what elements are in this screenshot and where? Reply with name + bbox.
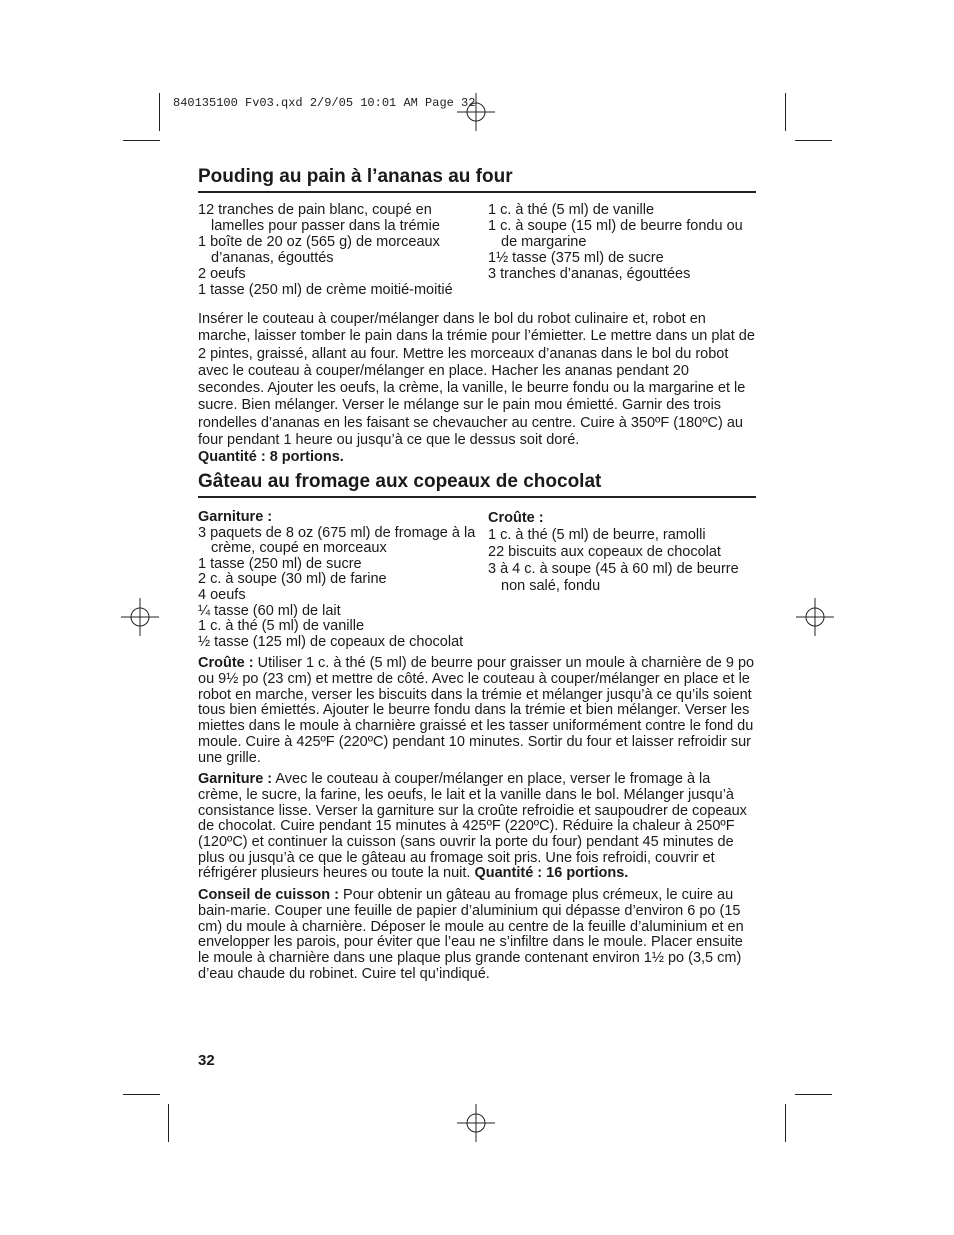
ingredient-heading: Garniture : <box>198 509 273 525</box>
ingredient-item: 2 c. à soupe (30 ml) de farine <box>198 571 387 588</box>
instructions <box>198 311 756 467</box>
ingredient-list-crust <box>488 510 756 650</box>
recipe-chocolate-cheesecake <box>198 471 756 982</box>
baking-tip <box>198 888 756 982</box>
crust-text: Utiliser 1 c. à thé (5 ml) de beurre pour graisser un moule à charnière de 9 po ou 9½ po (23 cm) et mettre de côté. Avec le couteau à couper/mélanger en place et le robot en marche, verser les biscuits dans la trémie et mélanger jusqu’à ce qu’ils soient tous bien émiettés. Ajouter le beurre fondu dans la trémie et bien mélanger. Verser les miettes dans le moule à charnière graissé et les tasser uniformément contre le fond du moule. Cuire à 425ºF (220ºC) pendant 10 minutes. Sortir du four et laisser refroidir sur une grille. <box>198 655 755 766</box>
ingredient-item: 1 tasse (250 ml) de sucre <box>198 555 362 572</box>
file-slug: 840135100 Fv03.qxd 2/9/05 10:01 AM Page 32 <box>173 96 476 110</box>
crop-mark <box>785 1104 786 1142</box>
crust-instructions <box>198 656 756 766</box>
crop-mark <box>159 93 160 131</box>
ingredient-columns <box>198 202 756 298</box>
page-number: 32 <box>198 1052 215 1069</box>
crop-mark <box>785 93 786 131</box>
registration-mark-icon <box>796 598 834 636</box>
crop-mark <box>795 140 832 141</box>
ingredient-columns <box>198 510 756 650</box>
ingredient-item: 1 c. à thé (5 ml) de beurre, ramolli <box>488 527 706 543</box>
crop-mark <box>123 140 160 141</box>
ingredient-item: 1 boîte de 20 oz (565 g) de morceaux d’ananas, égouttés <box>198 234 440 266</box>
ingredient-item: ½ tasse (125 ml) de copeaux de chocolat <box>198 633 464 650</box>
ingredient-item: 1 c. à thé (5 ml) de vanille <box>198 618 365 635</box>
recipe-title: Gâteau au fromage aux copeaux de chocolat <box>198 471 756 498</box>
ingredient-list-left <box>198 202 488 298</box>
recipe-bread-pudding <box>198 166 756 467</box>
ingredient-item: 3 paquets de 8 oz (675 ml) de fromage à la crème, coupé en morceaux <box>198 524 476 557</box>
ingredient-item: 3 tranches d’ananas, égouttées <box>488 266 691 282</box>
yield: Quantité : 8 portions. <box>198 449 344 466</box>
ingredient-item: 12 tranches de pain blanc, coupé en lamelles pour passer dans la trémie <box>198 202 440 234</box>
ingredient-item: 2 oeufs <box>198 266 246 282</box>
ingredient-item: 1 tasse (250 ml) de crème moitié-moitié <box>198 282 453 298</box>
tip-label: Conseil de cuisson : <box>198 887 339 904</box>
ingredient-item: 4 oeufs <box>198 586 246 603</box>
crop-mark <box>168 1104 169 1142</box>
ingredient-item: ¼ tasse (60 ml) de lait <box>198 602 341 619</box>
filling-text: Avec le couteau à couper/mélanger en place, verser le fromage à la crème, le sucre, la farine, les oeufs, le lait et la vanille dans le bol. Mélanger jusqu’à consistance lisse. Verser la garniture sur la croûte refroidie et saupoudrer de copeaux de chocolat. Cuire pendant 15 minutes à 425ºF (220ºC). Réduire la chaleur à 250ºF (120ºC) et continuer la cuisson (sans ouvrir la porte du four) pendant 45 minutes de plus ou jusqu’à ce que le gâteau au fromage soit pris. Une fois refroidi, couvrir et réfrigérer plusieurs heures ou toute la nuit. <box>198 771 747 882</box>
ingredient-item: 1½ tasse (375 ml) de sucre <box>488 250 664 266</box>
ingredient-item: 1 c. à soupe (15 ml) de beurre fondu ou de margarine <box>488 218 743 250</box>
filling-label: Garniture : <box>198 771 273 788</box>
registration-mark-icon <box>457 1104 495 1142</box>
instructions-text: Insérer le couteau à couper/mélanger dans le bol du robot culinaire et, robot en marche, laisser tomber le pain dans la trémie pour l’émietter. Le mettre dans un plat de 2 pintes, graissé, allant au four. Mettre les morceaux d’ananas dans le bol du robot avec le couteau à couper/mélanger en place. Hacher les ananas pendant 20 secondes. Ajouter les oeufs, la crème, la vanille, le beurre fondu ou la margarine et le sucre. Bien mélanger. Verser le mélange sur le pain mou émietté. Garnir des trois rondelles d’ananas en les faisant se chevaucher au centre. Cuire à 350ºF (180ºC) au four pendant 1 heure ou jusqu’à ce que le dessus soit doré. <box>198 311 755 449</box>
crop-mark <box>123 1094 160 1095</box>
registration-mark-icon <box>121 598 159 636</box>
ingredient-list-right <box>488 202 756 298</box>
crop-mark <box>795 1094 832 1095</box>
ingredient-item: 22 biscuits aux copeaux de chocolat <box>488 544 721 560</box>
filling-instructions <box>198 772 756 882</box>
ingredient-item: 3 à 4 c. à soupe (45 à 60 ml) de beurre non salé, fondu <box>488 561 739 594</box>
ingredient-heading: Croûte : <box>488 510 544 526</box>
ingredient-list-filling <box>198 510 488 650</box>
yield: Quantité : 16 portions. <box>474 865 629 882</box>
tip-text: Pour obtenir un gâteau au fromage plus crémeux, le cuire au bain-marie. Couper une feuille de papier d’aluminium qui dépasse d’environ 6 po (15 cm) du moule à charnière. Déposer le moule au centre de la feuille d’aluminium et en envelopper les parois, pour éviter que l’eau ne s’infiltre dans le moule. Placer ensuite le moule à charnière dans une plaque plus grande contenant environ 1½ po (3,5 cm) d’eau chaude du robinet. Cuire tel qu’indiqué. <box>198 887 744 982</box>
recipe-title: Pouding au pain à l’ananas au four <box>198 166 756 193</box>
ingredient-item: 1 c. à thé (5 ml) de vanille <box>488 202 655 218</box>
crust-label: Croûte : <box>198 655 254 672</box>
